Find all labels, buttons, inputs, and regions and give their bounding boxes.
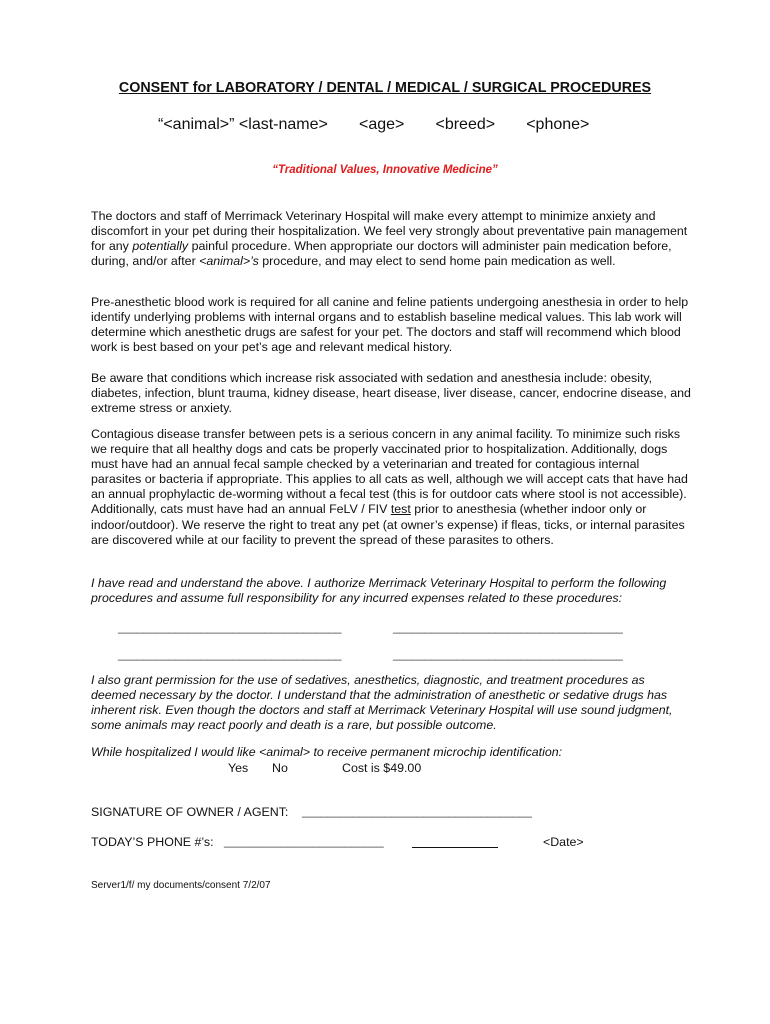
procedure-field-3[interactable]: ___________________________________ (118, 647, 342, 661)
hospital-motto: “Traditional Values, Innovative Medicine” (272, 164, 498, 176)
underlined-text: test (390, 502, 411, 517)
phone-field[interactable]: _________________________ (224, 834, 384, 848)
phone-underline (412, 847, 498, 848)
paragraph-text: painful procedure. When appropriate our doctors will administer pain medication before, during, and/or after (91, 239, 672, 269)
footer-file-path: Server1/f/ my documents/consent 7/2/07 (91, 880, 271, 891)
paragraph-text: The doctors and staff of Merrimack Veterinary Hospital will make every attempt to minimize anxiety and discomfort in your pet during their hospitalization. We feel very strongly about preventative pain management for any (91, 209, 688, 254)
paragraph-authorization: I have read and understand the above. I authorize Merrimack Veterinary Hospital to perform the following procedures and assume full responsibility for any incurred expenses related to these procedures: (91, 576, 667, 606)
animal-placeholder-text: <animal>’s (199, 254, 259, 269)
procedure-field-1[interactable]: ___________________________________ (118, 620, 342, 634)
date-placeholder: <Date> (543, 835, 584, 849)
emphasis-text: potentially (132, 239, 189, 254)
microchip-no-option[interactable]: No (272, 761, 288, 775)
form-title: CONSENT for LABORATORY / DENTAL / MEDICAL / SURGICAL PROCEDURES (118, 80, 652, 96)
paragraph-risk-conditions: Be aware that conditions which increase risk associated with sedation and anesthesia include: obesity, diabetes, infection, blunt trauma, kidney disease, heart disease, liver disease, cancer, endocrine disease, and extreme stress or anxiety. (91, 371, 691, 416)
signature-field[interactable]: ____________________________________ (302, 804, 532, 818)
phone-label: TODAY’S PHONE #’s: (91, 835, 214, 849)
paragraph-permission: I also grant permission for the use of sedatives, anesthetics, diagnostic, and treatment procedures as deemed necessary by the doctor. I understand that the administration of anesthetic or sedative drugs has inherent risk. Even though the doctors and staff at Merrimack Veterinary Hospital will use sound judgment, some animals may react poorly and death is a rare, but possible outcome. (91, 673, 673, 733)
microchip-cost: Cost is $49.00 (342, 761, 422, 775)
signature-label: SIGNATURE OF OWNER / AGENT: (91, 805, 289, 819)
procedure-field-4[interactable]: ____________________________________ (393, 647, 623, 661)
patient-placeholders: “<animal>” <last-name> <age> <breed> <phone> (158, 116, 590, 133)
paragraph-contagious-disease (91, 427, 691, 548)
paragraph-blood-work: Pre-anesthetic blood work is required for all canine and feline patients undergoing anesthesia in order to help identify underlying problems with internal organs and to establish baseline medical values. This lab work will determine which anesthetic drugs are safest for your pet. The doctors and staff will recommend which blood work is best based on your pet’s age and relevant medical history. (91, 295, 689, 355)
paragraph-text: prior to anesthesia (whether indoor only or indoor/outdoor). We reserve the right to treat any pet (at owner’s expense) if fleas, ticks, or internal parasites are discovered while at our facility to prevent the spread of these parasites to others. (91, 502, 685, 547)
procedure-field-2[interactable]: ____________________________________ (393, 620, 623, 634)
paragraph-text: procedure, and may elect to send home pain medication as well. (258, 254, 616, 269)
paragraph-microchip: While hospitalized I would like <animal> to receive permanent microchip identification: (91, 745, 563, 759)
microchip-yes-option[interactable]: Yes (228, 761, 249, 775)
paragraph-text: Contagious disease transfer between pets is a serious concern in any animal facility. To minimize such risks we require that all healthy dogs and cats be properly vaccinated prior to hospitalization. Additionally, dogs must have had an annual fecal sample checked by a veterinarian and treated for contagious internal parasites or bacteria if appropriate. This applies to all cats as well, although we will accept cats that have had an annual prophylactic de-worming without a fecal test (this is for outdoor cats where stool is not accessible). Additionally, cats must have had an annual FeLV / FIV (91, 427, 688, 517)
paragraph-pain-management (91, 209, 691, 269)
